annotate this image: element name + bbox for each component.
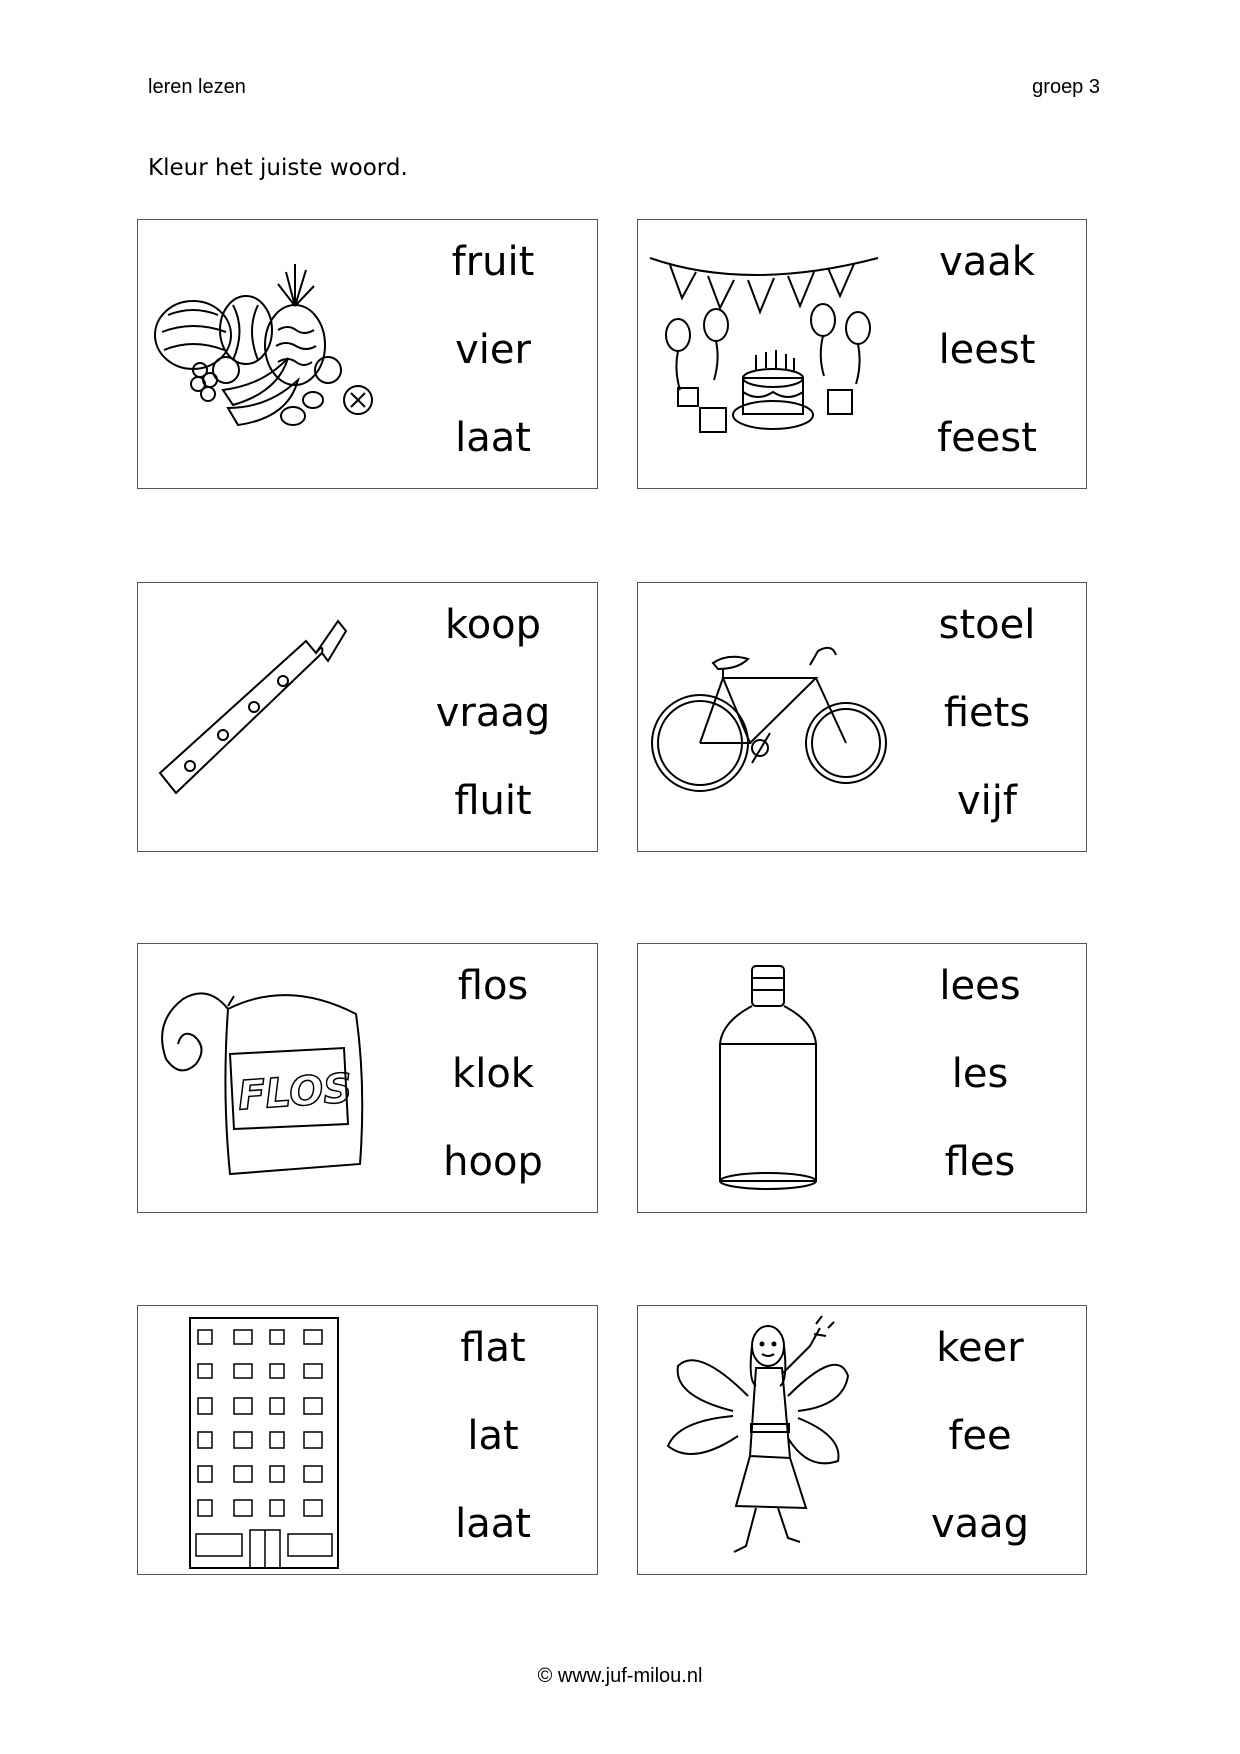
header-subject: leren lezen bbox=[148, 76, 246, 98]
header-grade: groep 3 bbox=[1032, 76, 1100, 98]
word-card-party bbox=[637, 219, 1087, 489]
word-option[interactable]: leest bbox=[938, 327, 1036, 373]
word-option[interactable]: feest bbox=[937, 415, 1037, 461]
word-option[interactable]: vraag bbox=[435, 690, 551, 736]
word-card-fairy bbox=[637, 1305, 1087, 1575]
floss-label: FLOS bbox=[236, 1065, 354, 1120]
instruction-text: Kleur het juiste woord. bbox=[148, 155, 408, 181]
word-option[interactable]: hoop bbox=[443, 1139, 543, 1185]
word-card-building bbox=[137, 1305, 598, 1575]
word-option[interactable]: les bbox=[951, 1051, 1009, 1097]
fruit-picture bbox=[138, 220, 398, 490]
word-option[interactable]: laat bbox=[455, 415, 531, 461]
word-option[interactable]: fiets bbox=[943, 690, 1031, 736]
word-option[interactable]: lat bbox=[467, 1413, 519, 1459]
floss-picture bbox=[138, 944, 398, 1214]
footer-copyright: © www.juf-milou.nl bbox=[537, 1665, 703, 1687]
word-card-fruit bbox=[137, 219, 598, 489]
bicycle-picture bbox=[638, 583, 888, 853]
fairy-picture bbox=[638, 1306, 888, 1576]
word-option[interactable]: vijf bbox=[957, 778, 1017, 824]
party-picture bbox=[638, 220, 888, 490]
word-card-bicycle bbox=[637, 582, 1087, 852]
word-option[interactable]: koop bbox=[444, 602, 542, 648]
word-option[interactable]: vaag bbox=[930, 1501, 1030, 1547]
word-option[interactable]: laat bbox=[455, 1501, 531, 1547]
word-option[interactable]: klok bbox=[452, 1051, 534, 1097]
word-option[interactable]: flos bbox=[457, 963, 529, 1009]
word-option[interactable]: stoel bbox=[938, 602, 1036, 648]
word-option[interactable]: lees bbox=[939, 963, 1021, 1009]
word-card-bottle bbox=[637, 943, 1087, 1213]
word-card-floss bbox=[137, 943, 598, 1213]
apartment-building-picture bbox=[138, 1306, 398, 1576]
word-option[interactable]: fruit bbox=[451, 239, 535, 285]
word-option[interactable]: vier bbox=[455, 327, 531, 373]
word-option[interactable]: vaak bbox=[939, 239, 1035, 285]
word-option[interactable]: fee bbox=[948, 1413, 1012, 1459]
word-card-flute bbox=[137, 582, 598, 852]
word-option[interactable]: fluit bbox=[454, 778, 532, 824]
bottle-picture bbox=[638, 944, 888, 1214]
word-option[interactable]: flat bbox=[460, 1325, 526, 1371]
word-option[interactable]: fles bbox=[944, 1139, 1016, 1185]
flute-picture bbox=[138, 583, 398, 853]
word-option[interactable]: keer bbox=[936, 1325, 1024, 1371]
